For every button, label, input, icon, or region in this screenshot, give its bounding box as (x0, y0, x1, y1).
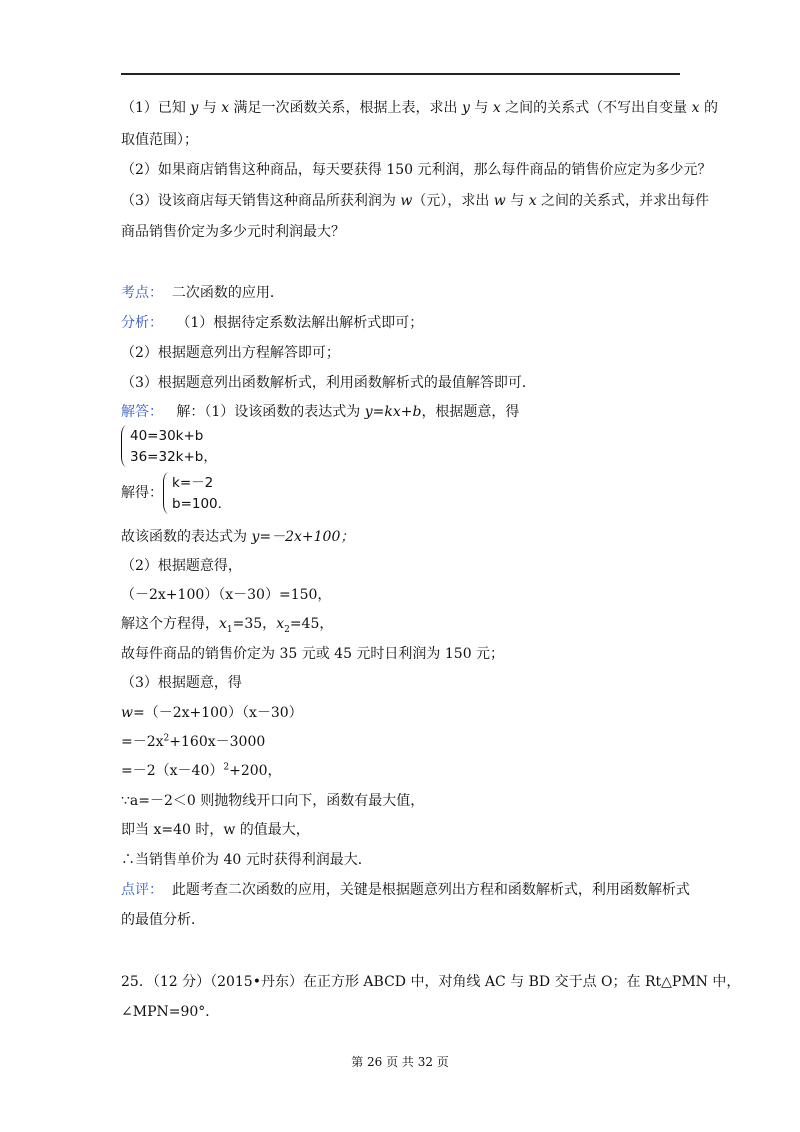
system-row: 40=30k+b (130, 428, 204, 444)
part3-eq1: w=（－2x+100）（x－30） (121, 705, 303, 721)
dianping-label: 点评： (121, 882, 163, 898)
part3-therefore: ∴当销售单价为 40 元时获得利润最大． (121, 852, 372, 868)
problem-q1-line1: （1）已知 y 与 x 满足一次函数关系，根据上表，求出 y 与 x 之间的关系式（不写出自变量 x 的 (121, 100, 718, 116)
next-problem-line2: ∠MPN=90°． (121, 1004, 220, 1020)
fenxi-line3: （3）根据题意列出函数解析式，利用函数解析式的最值解答即可． (121, 375, 536, 391)
part2-equation: （－2x+100）（x－30）=150， (121, 587, 332, 603)
jieda-label: 解答： (121, 404, 163, 420)
fenxi-label: 分析： (121, 315, 163, 331)
part3-because: ∵a=－2＜0 则抛物线开口向下，函数有最大值， (121, 793, 425, 809)
system-row: 36=32k+b， (130, 449, 217, 465)
left-brace (163, 472, 170, 514)
equation-system-2 (163, 472, 243, 516)
top-rule (121, 73, 680, 75)
part2-head: （2）根据题意得， (121, 558, 242, 574)
problem-q2: （2）如果商店销售这种商品，每天要获得 150 元利润，那么每件商品的销售价应定为多少元？ (121, 162, 712, 178)
left-brace (121, 425, 128, 467)
part2-conclusion: 故每件商品的销售价定为 35 元或 45 元时日利润为 150 元； (121, 646, 505, 662)
problem-q3-line2: 商品销售价定为多少元时利润最大？ (121, 224, 345, 240)
problem-q3-line1: （3）设该商店每天销售这种商品所获利润为 w（元），求出 w 与 x 之间的关系式，并求出每件 (121, 193, 710, 209)
page-number: 第 26 页 共 32 页 (351, 1055, 449, 1069)
system-row: k=－2 (172, 475, 214, 491)
system-row: b=100． (172, 496, 232, 512)
jieda-line1: 解答： 解：（1）设该函数的表达式为 y=kx+b，根据题意，得 (121, 404, 520, 420)
equation-system-1 (121, 425, 241, 469)
fenxi-line1: 分析： （1）根据待定系数法解出解析式即可； (121, 315, 424, 331)
dianping-line2: 的最值分析． (121, 912, 205, 928)
fenxi-line2: （2）根据题意列出方程解答即可； (121, 345, 340, 361)
kaodian: 考点： 二次函数的应用． (121, 285, 284, 301)
problem-q1-line2: 取值范围）； (121, 132, 198, 148)
part2-solution: 解这个方程得，$x_1=35$，$x_2=45$， (121, 616, 334, 635)
part3-eq2: $=-2x^2+160x-3000$ (121, 733, 266, 750)
solve-prefix: 解得： (121, 485, 163, 501)
part3-eq3: $=-2(x-40)^2+200$， (121, 762, 282, 779)
part3-head: （3）根据题意，得 (121, 675, 242, 691)
part3-when: 即当 x=40 时，w 的值最大， (121, 822, 310, 838)
function-expression: 故该函数的表达式为 y=－2x+100； (121, 529, 355, 545)
next-problem-line1: 25．（12 分）（2015•丹东）在正方形 ABCD 中，对角线 AC 与 BD 交于点 O；在 Rt△PMN 中， (121, 974, 741, 990)
dianping-line1: 点评： 此题考查二次函数的应用，关键是根据题意列出方程和函数解析式，利用函数解析式 (121, 882, 690, 898)
kaodian-label: 考点： (121, 285, 163, 301)
